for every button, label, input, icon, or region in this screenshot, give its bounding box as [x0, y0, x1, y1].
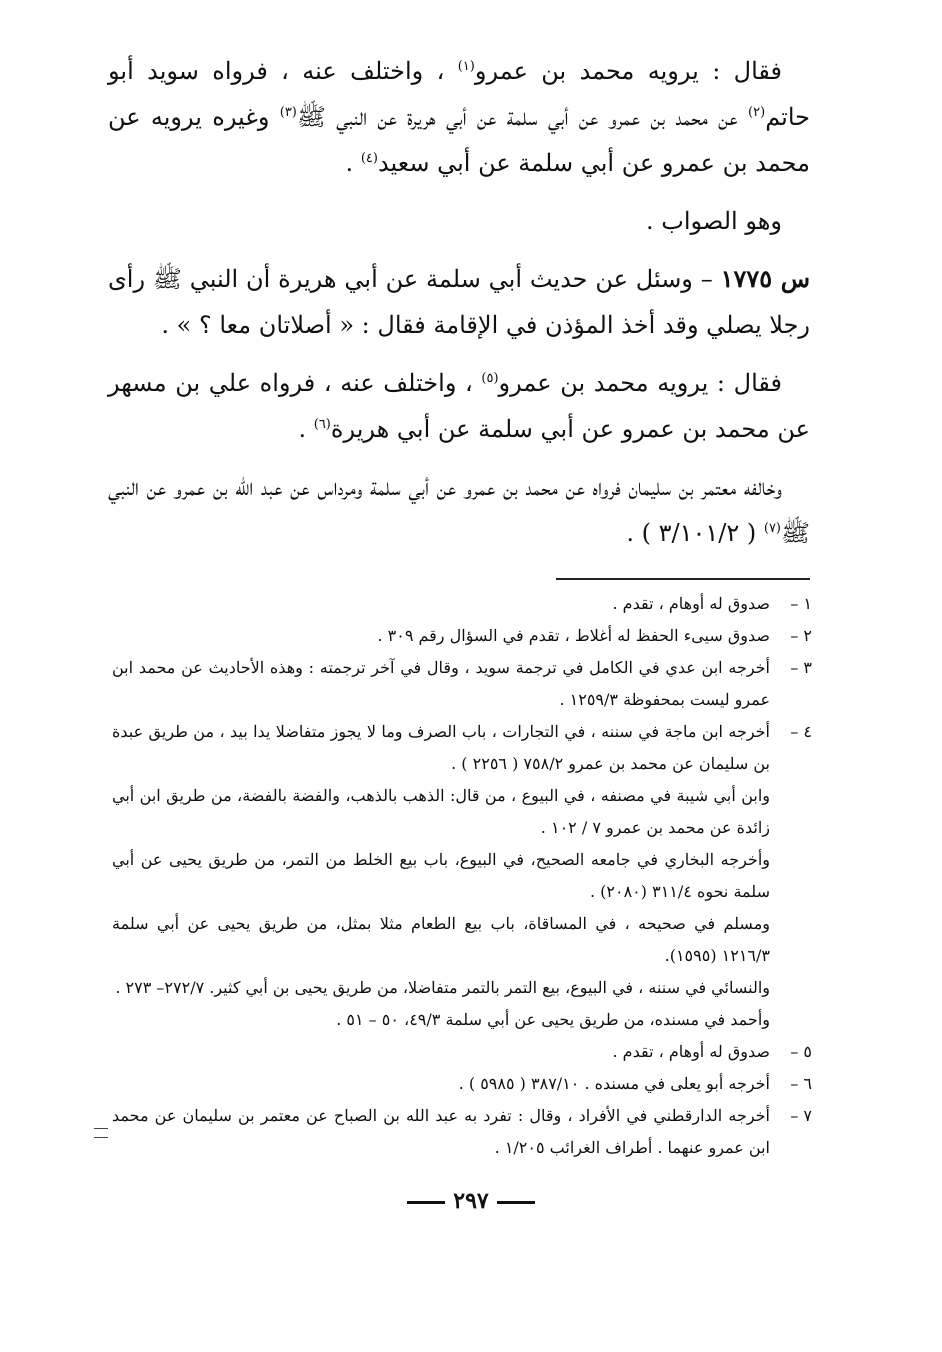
- paragraph-question: [108, 256, 810, 348]
- main-text: [108, 48, 810, 568]
- footnote-text: صدوق له أوهام ، تقدم .: [612, 594, 770, 613]
- footnote-ref-1[interactable]: (١): [457, 59, 475, 74]
- paragraph-answer-2: [108, 360, 810, 452]
- footnote-number: ٦ –: [790, 1074, 812, 1093]
- footnote-5: [112, 1036, 812, 1068]
- footnote-text: أخرجه الدارقطني في الأفراد ، وقال : تفرد به عبد الله بن الصباح عن معتمر بن سليمان عن محمد ابن عمرو عنهما . أطراف الغرائب ١/٢٠٥ .: [112, 1106, 770, 1157]
- footnote-ref-3[interactable]: (٣): [279, 105, 297, 120]
- footnote-4-continued: ومسلم في صحيحه ، في المساقاة، باب بيع الطعام مثلا بمثل، من طريق يحيى عن أبي سلمة ١٢١٦/٣ (١٥٩٥).: [112, 914, 770, 965]
- footnote-6: [112, 1068, 812, 1100]
- footnote-7: [112, 1100, 812, 1164]
- footnote-number: ١ –: [790, 594, 812, 613]
- footnote-ref-5[interactable]: (٥): [481, 371, 499, 386]
- footnote-number: ٤ –: [790, 722, 812, 741]
- text-run: ، واختلف عنه ، فرواه سويد أبو حاتم: [108, 57, 810, 131]
- footnote-text: أخرجه ابن ماجة في سننه ، في التجارات ، باب الصرف وما لا يجوز متفاضلا يدا بيد ، من طريق عبدة بن سليمان عن محمد بن عمرو ٧٥٨/٢ ( ٢٢٥٦ ) .: [112, 722, 770, 773]
- footnote-ref-6[interactable]: (٦): [313, 417, 331, 432]
- footnote-number: ٥ –: [790, 1042, 812, 1061]
- footnotes: [112, 588, 812, 1164]
- text-run: فقال : يرويه محمد بن عمرو: [474, 57, 783, 85]
- footnote-ref-4[interactable]: (٤): [360, 151, 378, 166]
- footnote-ref-2[interactable]: (٢): [748, 105, 766, 120]
- text-run: ، واختلف عنه ، فرواه علي بن مسهر عن محمد بن عمرو عن أبي سلمة عن أبي هريرة: [108, 369, 810, 443]
- footnote-1: [112, 588, 812, 620]
- text-run: فقال : يرويه محمد بن عمرو: [498, 369, 782, 397]
- text-run: .: [345, 149, 361, 177]
- footnote-4-continued: وابن أبي شيبة في مصنفه ، في البيوع ، من قال: الذهب بالذهب، والفضة بالفضة، من طريق ابن أبي زائدة عن محمد بن عمرو ٧ / ١٠٢ .: [112, 786, 770, 837]
- text-run: ( ٣/١٠١/٢ ) .: [626, 519, 764, 547]
- text-run: عن محمد بن عمرو عن أبي سلمة عن أبي هريرة عن النبي ﷺ: [296, 103, 749, 131]
- paragraph-answer-3: [108, 464, 810, 556]
- page-number-block: [0, 1188, 942, 1214]
- page-number: ٢٩٧: [453, 1188, 489, 1214]
- footnote-4-continued: وأحمد في مسنده، من طريق يحيى عن أبي سلمة ٤٩/٣، ٥٠ – ٥١ .: [336, 1010, 770, 1029]
- footnote-text: أخرجه أبو يعلى في مسنده . ٣٨٧/١٠ ( ٥٩٨٥ ) .: [458, 1074, 770, 1093]
- footnote-number: ٣ –: [790, 658, 812, 677]
- question-number: س ١٧٧٥: [720, 264, 811, 293]
- page-number-dash: [407, 1201, 445, 1204]
- paragraph-conclusion: وهو الصواب .: [646, 207, 782, 235]
- footnote-text: أخرجه ابن عدي في الكامل في ترجمة سويد ، وقال في آخر ترجمته : وهذه الأحاديث عن محمد ابن عمرو ليست بمحفوظة ١٢٥٩/٣ .: [112, 658, 771, 709]
- footnote-ref-7[interactable]: (٧): [763, 521, 781, 536]
- footnote-number: ٢ –: [790, 626, 812, 645]
- paragraph-answer-1: [108, 48, 810, 186]
- footnote-text: صدوق سيىء الحفظ له أغلاط ، تقدم في السؤال رقم ٣٠٩ .: [377, 626, 770, 645]
- text-run: وخالفه معتمر بن سليمان فرواه عن محمد بن عمرو عن أبي سلمة ومرداس عن عبد الله بن عمرو عن النبي ﷺ: [108, 473, 810, 547]
- footnote-divider: [556, 578, 810, 580]
- margin-mark: [94, 1128, 108, 1138]
- footnote-3: [112, 652, 812, 716]
- footnote-4-continued: والنسائي في سننه ، في البيوع، بيع التمر بالتمر متفاضلا، من طريق يحيى بن أبي كثير. ٢٧٢/٧– ٢٧٣ .: [115, 978, 770, 997]
- question-text: – وسئل عن حديث أبي سلمة عن أبي هريرة أن النبي ﷺ رأى رجلا يصلي وقد أخذ المؤذن في الإقامة فقال : « أصلاتان معا ؟ » .: [108, 265, 810, 339]
- text-run: .: [298, 415, 314, 443]
- footnote-2: [112, 620, 812, 652]
- footnote-4: [112, 716, 812, 780]
- footnote-number: ٧ –: [790, 1106, 812, 1125]
- text-run: وغيره يرويه عن محمد بن عمرو عن أبي سلمة عن أبي سعيد: [108, 103, 810, 177]
- footnote-4-continued: وأخرجه البخاري في جامعه الصحيح، في البيوع، باب بيع الخلط من التمر، من طريق يحيى عن أبي سلمة نحوه ٣١١/٤ (٢٠٨٠) .: [112, 850, 770, 901]
- page-number-dash: [497, 1201, 535, 1204]
- footnote-text: صدوق له أوهام ، تقدم .: [612, 1042, 770, 1061]
